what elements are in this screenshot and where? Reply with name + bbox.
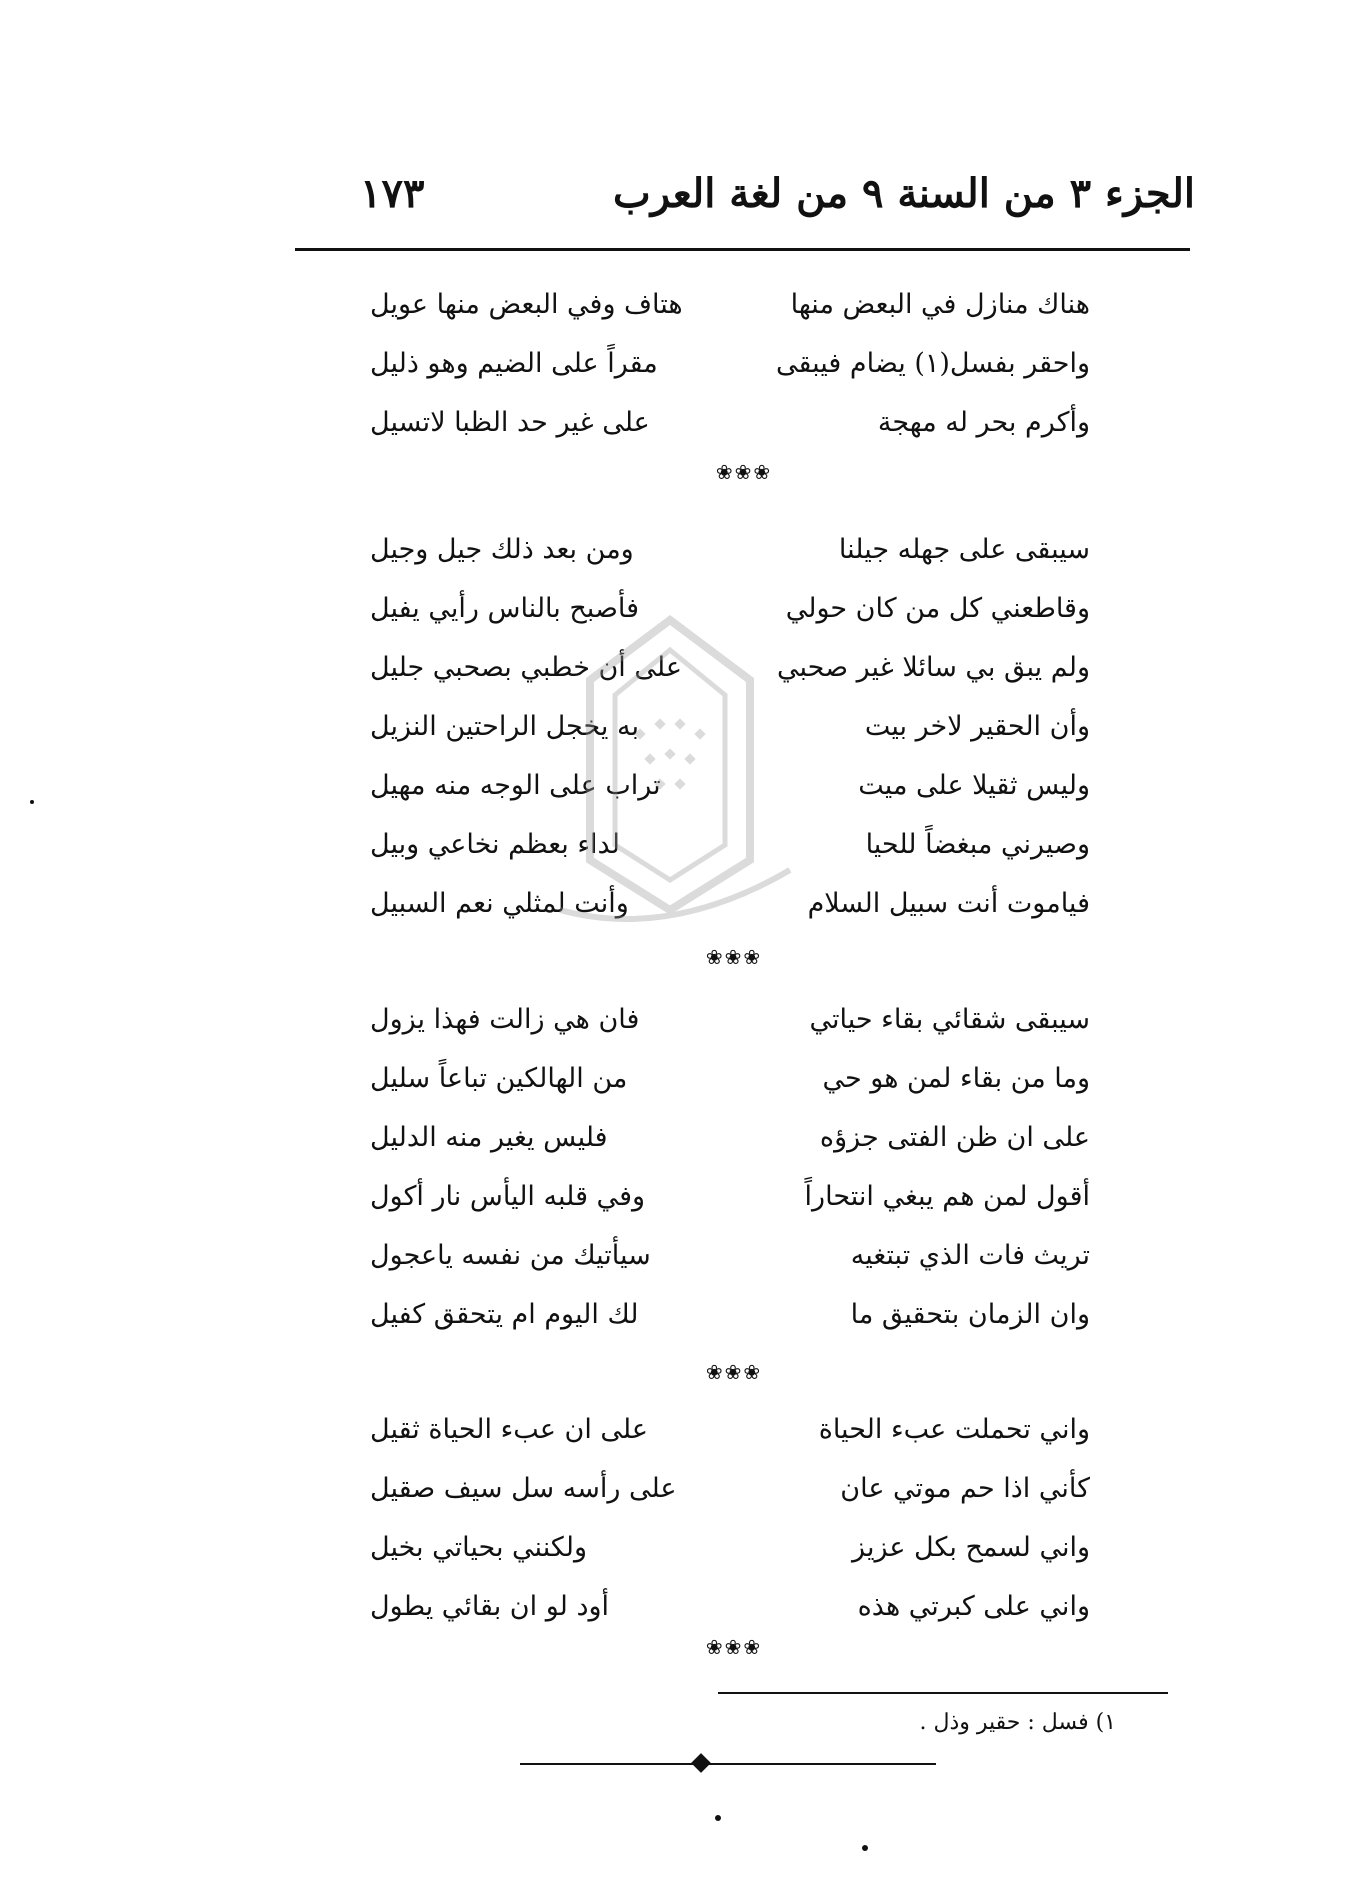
- hemistich-first: وأن الحقير لاخر بيت: [864, 711, 1090, 742]
- hemistich-first: تريث فات الذي تبتغيه: [850, 1240, 1090, 1271]
- verse: [370, 285, 1110, 344]
- hemistich-first: ولم يبق بي سائلا غير صحبي: [777, 652, 1090, 683]
- watermark-seal-icon: [540, 610, 800, 950]
- verse: [370, 1410, 1110, 1469]
- hemistich-first: واحقر بفسل(١) يضام فيبقى: [775, 348, 1090, 379]
- verse: [370, 1528, 1110, 1587]
- hemistich-second: ولكنني بحياتي بخيل: [370, 1532, 588, 1563]
- print-speck: [30, 800, 34, 804]
- hemistich-second: فليس يغير منه الدليل: [370, 1122, 608, 1153]
- hemistich-first: وليس ثقيلا على ميت: [858, 770, 1090, 801]
- hemistich-second: فان هي زالت فهذا يزول: [370, 1004, 640, 1035]
- hemistich-second: وأنت لمثلي نعم السبيل: [370, 888, 629, 919]
- tail-rule-right: [706, 1763, 936, 1765]
- hemistich-first: هناك منازل في البعض منها: [790, 289, 1090, 320]
- hemistich-second: به يخجل الراحتين النزيل: [370, 711, 639, 742]
- stanza-3: [370, 1000, 1110, 1354]
- hemistich-second: تراب على الوجه منه مهيل: [370, 770, 661, 801]
- hemistich-first: وأكرم بحر له مهجة: [877, 407, 1090, 438]
- hemistich-second: من الهالكين تباعاً سليل: [370, 1063, 628, 1094]
- hemistich-first: واني على كبرتي هذه: [857, 1591, 1090, 1622]
- hemistich-first: وما من بقاء لمن هو حي: [822, 1063, 1090, 1094]
- hemistich-second: على رأسه سل سيف صقيل: [370, 1473, 677, 1504]
- verse: [370, 344, 1110, 403]
- verse: [370, 1469, 1110, 1528]
- hemistich-second: سيأتيك من نفسه ياعجول: [370, 1240, 651, 1271]
- verse: [370, 1118, 1110, 1177]
- page-number: ١٧٣: [360, 170, 425, 217]
- hemistich-first: وقاطعني كل من كان حولي: [785, 593, 1090, 624]
- hemistich-second: ومن بعد ذلك جيل وجيل: [370, 534, 634, 565]
- hemistich-first: سيبقى على جهله جيلنا: [838, 534, 1090, 565]
- verse: [370, 530, 1110, 589]
- stanza-ornament: ❀❀❀: [715, 460, 773, 484]
- stanza-ornament: ❀❀❀: [705, 945, 763, 969]
- stanza-ornament: ❀❀❀: [705, 1360, 763, 1384]
- stanza-4: [370, 1410, 1110, 1646]
- verse: [370, 1000, 1110, 1059]
- hemistich-first: سيبقى شقائي بقاء حياتي: [809, 1004, 1090, 1035]
- verse: [370, 1177, 1110, 1236]
- hemistich-first: وصيرني مبغضاً للحيا: [865, 829, 1090, 860]
- verse: [370, 403, 1110, 462]
- hemistich-second: لداء بعظم نخاعي وبيل: [370, 829, 620, 860]
- hemistich-second: وفي قلبه اليأس نار أكول: [370, 1181, 646, 1212]
- stanza-ornament: ❀❀❀: [705, 1635, 763, 1659]
- hemistich-first: فياموت أنت سبيل السلام: [807, 888, 1090, 919]
- hemistich-first: أقول لمن هم يبغي انتحاراً: [804, 1181, 1090, 1212]
- header-rule: [295, 248, 1190, 251]
- hemistich-second: لك اليوم ام يتحقق كفيل: [370, 1299, 639, 1330]
- hemistich-second: على أن خطبي بصحبي جليل: [370, 652, 682, 683]
- hemistich-first: واني تحملت عبء الحياة: [818, 1414, 1090, 1445]
- hemistich-first: على ان ظن الفتى جزؤه: [819, 1122, 1090, 1153]
- header-title: الجزء ٣ من السنة ٩ من لغة العرب: [613, 170, 1195, 217]
- hemistich-second: مقراً على الضيم وهو ذليل: [370, 348, 658, 379]
- hemistich-second: على غير حد الظبا لاتسيل: [370, 407, 650, 438]
- hemistich-first: كأني اذا حم موتي عان: [840, 1473, 1090, 1504]
- print-speck: [862, 1845, 868, 1851]
- hemistich-second: على ان عبء الحياة ثقيل: [370, 1414, 648, 1445]
- print-speck: [715, 1815, 721, 1821]
- tail-rule-left: [520, 1763, 698, 1765]
- hemistich-second: هتاف وفي البعض منها عويل: [370, 289, 683, 320]
- hemistich-second: فأصبح بالناس رأيي يفيل: [370, 593, 640, 624]
- hemistich-second: أود لو ان بقائي يطول: [370, 1591, 610, 1622]
- verse: [370, 1059, 1110, 1118]
- hemistich-first: وان الزمان بتحقيق ما: [850, 1299, 1090, 1330]
- verse: [370, 1236, 1110, 1295]
- footnote-rule: [718, 1692, 1168, 1694]
- stanza-1: [370, 285, 1110, 462]
- running-header: [290, 170, 1195, 230]
- verse: [370, 1295, 1110, 1354]
- footnote: ١) فسل : حقير وذل .: [919, 1710, 1116, 1735]
- hemistich-first: واني لسمح بكل عزيز: [852, 1532, 1090, 1563]
